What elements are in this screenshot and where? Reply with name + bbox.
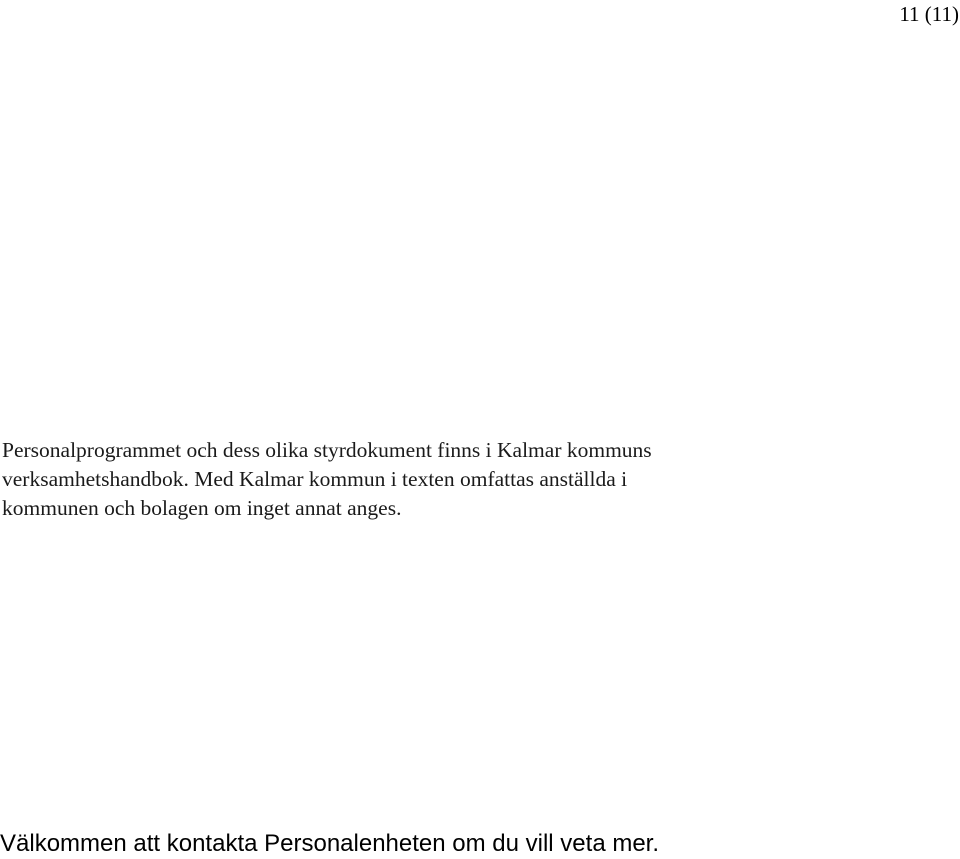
page-number: 11 (11) <box>899 2 959 26</box>
body-paragraph <box>2 436 742 523</box>
paragraph-line: Personalprogrammet och dess olika styrdokument finns i Kalmar kommuns <box>2 438 652 462</box>
closing-line: Välkommen att kontakta Personalenheten om du vill veta mer. <box>0 830 660 857</box>
paragraph-line: kommunen och bolagen om inget annat anges. <box>2 496 402 520</box>
paragraph-line: verksamhetshandbok. Med Kalmar kommun i texten omfattas anställda i <box>2 467 628 491</box>
